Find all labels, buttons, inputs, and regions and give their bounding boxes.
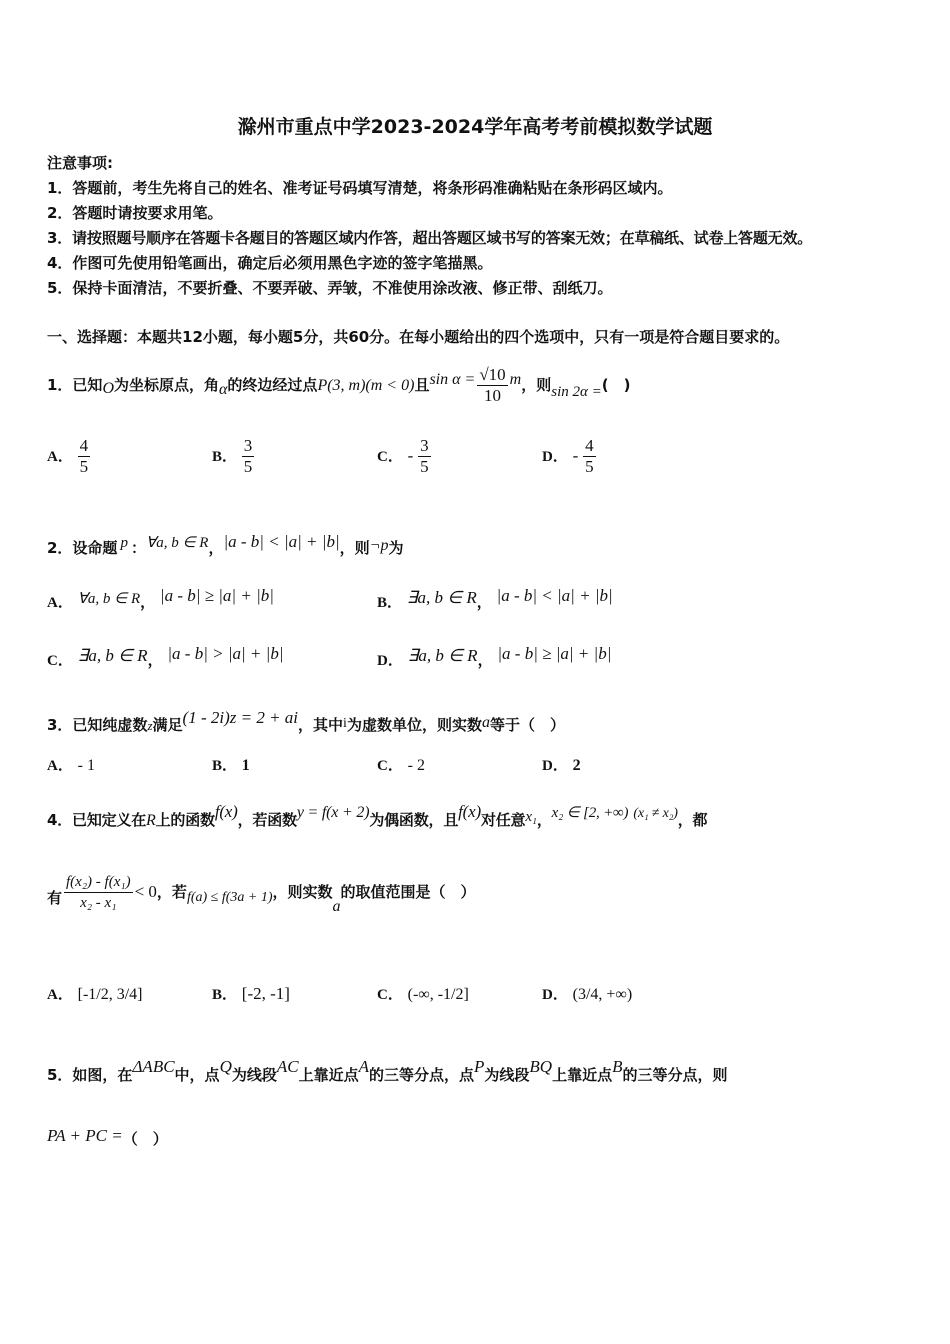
question-2 [47, 530, 403, 560]
option-label: D． [377, 653, 403, 669]
option-label: A． [47, 449, 73, 465]
q1-angle: α [219, 381, 228, 398]
q5-text: （ ） [122, 1130, 168, 1148]
q5-P: P [474, 1057, 485, 1076]
q4-a: a [332, 898, 341, 915]
option-value: - 1 [77, 757, 95, 774]
option-label: D． [542, 758, 568, 774]
q4-text: ， [536, 811, 552, 829]
frac-den: 5 [585, 457, 594, 476]
q3-option-d [542, 755, 581, 776]
q4-text: ，若函数 [237, 811, 297, 829]
page-title: 滁州市重点中学2023-2024学年高考考前模拟数学试题 [237, 116, 713, 138]
q3-i: i [343, 716, 347, 731]
q4-text: 为偶函数，且 [369, 811, 459, 829]
option-sign: - [407, 446, 414, 465]
option-label: B． [212, 449, 238, 465]
q4-frac-den: x₂ - x₁ [80, 895, 117, 911]
q4-option-b [212, 984, 290, 1005]
q2-text: 2．设命题 [47, 539, 118, 557]
option-value: (3/4, +∞) [572, 986, 633, 1003]
q4-text: 的取值范围是（ ） [340, 883, 476, 901]
option-label: B． [212, 987, 238, 1003]
q4-text: 有 [47, 889, 63, 907]
q4-lt0: < 0 [134, 882, 157, 901]
section-heading: 一、选择题：本题共12小题，每小题5分，共60分。在每小题给出的四个选项中，只有一项是符合题目要求的。 [47, 328, 790, 346]
option-label: D． [542, 449, 568, 465]
q5-triangle: ΔABC [132, 1057, 175, 1076]
notice-item: 1．答题前，考生先将自己的姓名、准考证号码填写清楚，将条形码准确粘贴在条形码区域内。 [47, 179, 673, 197]
q1-option-a [47, 436, 90, 477]
option-value: - 2 [407, 757, 425, 774]
q4-neq: (x₁ ≠ x₂) [633, 806, 678, 821]
option-label: C． [377, 987, 403, 1003]
question-1 [47, 354, 630, 406]
option-quantifier: ∃a, b ∈ R [77, 646, 148, 665]
q3-text: ，其中 [298, 716, 344, 734]
question-5 [47, 1055, 728, 1087]
q4-fx2: f(x) [458, 802, 481, 821]
q1-frac-num: √10 [479, 365, 506, 384]
option-sep: ， [477, 651, 493, 669]
option-value: [-2, -1] [241, 984, 290, 1003]
q1-text: ( ) [601, 376, 631, 394]
q3-option-c [377, 755, 425, 776]
q1-option-c [377, 436, 431, 477]
q5-text: 5．如图，在 [47, 1066, 133, 1084]
q2-option-c [47, 644, 284, 671]
q1-sin2: sin 2α = [551, 384, 602, 400]
option-fraction [418, 436, 431, 477]
frac-den: 5 [243, 457, 253, 476]
notice-item: 3．请按照题号顺序在答题卡各题目的答题区域内作答，超出答题区域书写的答案无效；在草稿纸、试卷上答题无效。 [47, 229, 813, 247]
q3-text: 3．已知纯虚数 [47, 716, 148, 734]
q3-text: 为虚数单位，则实数 [346, 716, 482, 734]
q4-y: y = f(x + 2) [296, 804, 370, 821]
option-sep: ， [476, 593, 492, 611]
q1-text: 为坐标原点，角 [114, 376, 220, 394]
q4-R: R [146, 812, 156, 829]
q4-fx: f(x) [214, 802, 238, 821]
q3-text: 等于（ ） [489, 716, 565, 734]
q4-condition: f(a) ≤ f(3a + 1) [186, 890, 273, 905]
option-quantifier: ∃a, b ∈ R [407, 646, 478, 665]
q4-fraction [64, 872, 133, 913]
option-quantifier: ∃a, b ∈ R [406, 588, 477, 607]
option-fraction [78, 436, 91, 477]
q4-text: 4．已知定义在 [47, 811, 147, 829]
q2-option-a [47, 586, 274, 613]
q1-text: 的终边经过点 [227, 376, 318, 394]
q1-option-b [212, 436, 254, 477]
q1-m: m [509, 371, 522, 388]
q4-text: ，都 [677, 811, 708, 829]
q1-origin: O [102, 380, 114, 397]
q1-option-d [542, 436, 596, 477]
frac-num: 3 [420, 436, 429, 455]
option-sep: ， [147, 651, 163, 669]
q4-option-d [542, 984, 632, 1005]
q2-option-b [377, 586, 613, 613]
notice-item: 2．答题时请按要求用笔。 [47, 204, 223, 222]
notice-item: 4．作图可先使用铅笔画出，确定后必须用黑色字迹的签字笔描黑。 [47, 254, 493, 272]
q5-text: 为线段 [484, 1066, 530, 1084]
option-value: 1 [241, 757, 250, 774]
q5-text: 中，点 [174, 1066, 220, 1084]
q5-B: B [612, 1057, 623, 1076]
option-label: A． [47, 987, 73, 1003]
notice-item: 5．保持卡面清洁，不要折叠、不要弄破、弄皱，不准使用涂改液、修正带、刮纸刀。 [47, 279, 613, 297]
q2-text: ，则 [339, 539, 370, 557]
q4-frac-num: f(x₂) - f(x₁) [64, 872, 133, 893]
q2-forall: ∀a, b ∈ R [145, 535, 209, 551]
option-sep: ， [140, 593, 156, 611]
q2-inequality: |a - b| < |a| + |b| [223, 532, 340, 551]
option-inequality: |a - b| ≥ |a| + |b| [497, 644, 612, 663]
q5-text: 上靠近点 [552, 1066, 613, 1084]
option-label: B． [377, 595, 403, 611]
q2-option-d [377, 644, 611, 671]
q3-text: 满足 [152, 716, 183, 734]
q2-negp: ¬p [369, 537, 389, 554]
q2-p: p [120, 535, 128, 551]
q4-text: ，若 [156, 883, 187, 901]
q5-text: 的三等分点，点 [369, 1066, 475, 1084]
frac-num: 3 [243, 436, 253, 455]
q4-text: 对任意 [480, 811, 526, 829]
option-label: A． [47, 758, 73, 774]
q3-z: z [147, 718, 153, 733]
q1-sin: sin α = [429, 371, 476, 388]
q2-text: ， [208, 539, 224, 557]
q1-frac-den: 10 [484, 386, 501, 405]
option-label: C． [377, 758, 403, 774]
option-inequality: |a - b| < |a| + |b| [496, 586, 613, 605]
option-label: B． [212, 758, 238, 774]
question-4 [47, 800, 707, 833]
option-label: C． [47, 653, 73, 669]
option-label: C． [377, 449, 403, 465]
option-label: D． [542, 987, 568, 1003]
option-value: 2 [572, 757, 581, 774]
q1-point: P(3, m)(m < 0) [317, 377, 415, 394]
q2-text: 为 [388, 539, 404, 557]
q4-option-a [47, 984, 143, 1005]
option-quantifier: ∀a, b ∈ R [77, 591, 141, 607]
option-label: A． [47, 595, 73, 611]
q4-option-c [377, 984, 469, 1005]
q3-equation: (1 - 2i)z = 2 + ai [182, 708, 299, 727]
option-sign: - [572, 446, 579, 465]
frac-num: 4 [79, 436, 89, 455]
option-value: (-∞, -1/2] [407, 986, 469, 1003]
q3-option-b [212, 755, 250, 776]
q5-text: 的三等分点，则 [622, 1066, 728, 1084]
q5-expression: PA + PC = [47, 1126, 123, 1145]
q5-BQ: BQ [529, 1057, 553, 1076]
q5-Q: Q [219, 1057, 232, 1076]
q5-text: 为线段 [231, 1066, 277, 1084]
frac-den: 5 [420, 457, 429, 476]
question-3 [47, 706, 565, 738]
frac-den: 5 [79, 457, 89, 476]
q5-AC: AC [276, 1057, 299, 1076]
q4-x2range: x₂ ∈ [2, +∞) [551, 805, 629, 821]
option-value: [-1/2, 3/4] [77, 986, 143, 1003]
q1-fraction [477, 365, 507, 406]
question-5-line-2 [47, 1124, 168, 1151]
q1-text: ，则 [521, 376, 552, 394]
q4-text: 上的函数 [155, 811, 215, 829]
q1-text: 1．已知 [47, 376, 103, 394]
q3-option-a [47, 755, 95, 776]
q5-A: A [358, 1057, 369, 1076]
option-fraction [583, 436, 596, 477]
q4-text: ，则实数 [272, 883, 333, 901]
q4-x1: x₁ [525, 809, 537, 825]
q3-a: a [481, 714, 490, 731]
question-4-line-2 [47, 872, 476, 919]
option-fraction [242, 436, 255, 477]
q2-text: ： [130, 539, 146, 557]
option-inequality: |a - b| > |a| + |b| [167, 644, 284, 663]
notice-heading: 注意事项: [47, 154, 113, 172]
q5-text: 上靠近点 [298, 1066, 359, 1084]
q1-text: 且 [414, 376, 430, 394]
option-inequality: |a - b| ≥ |a| + |b| [159, 586, 274, 605]
frac-num: 4 [585, 436, 594, 455]
